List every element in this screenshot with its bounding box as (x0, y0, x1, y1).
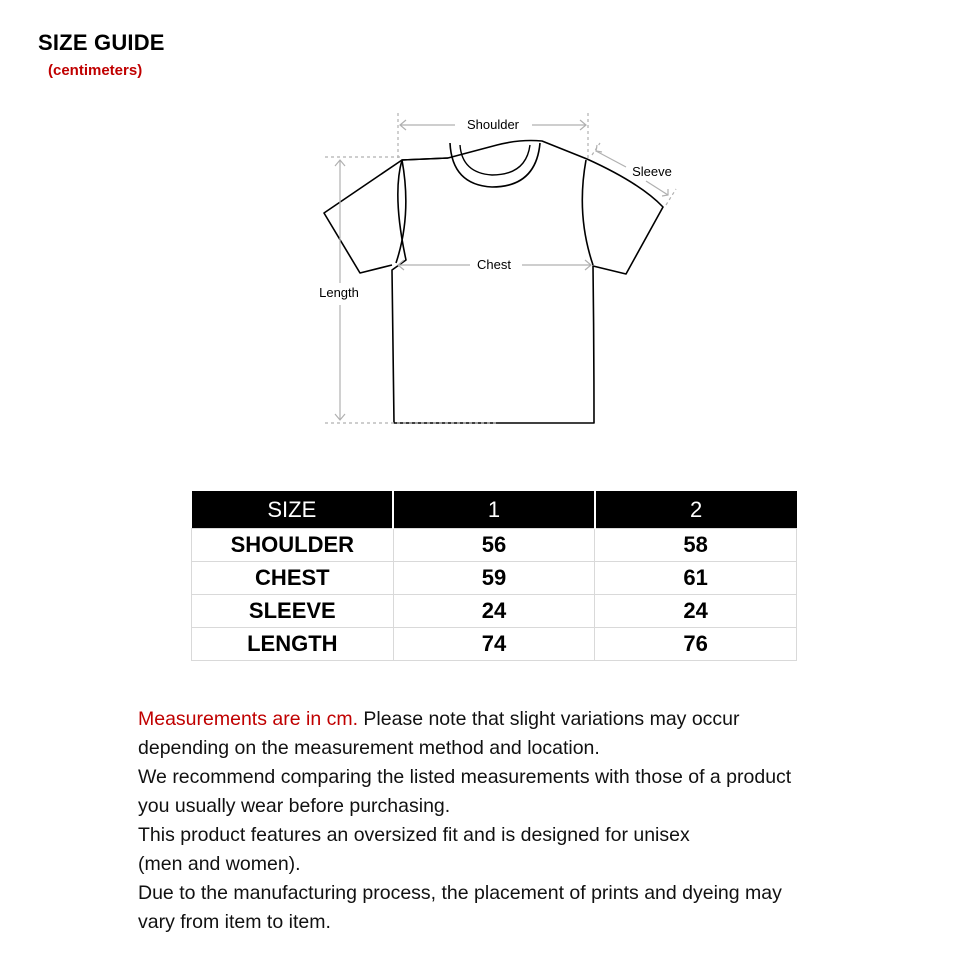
cell-value: 74 (393, 628, 595, 661)
collar-outer (450, 143, 540, 187)
cell-value: 56 (393, 529, 595, 562)
cell-value: 58 (595, 529, 797, 562)
note-text: Please note that slight variations may occur (358, 708, 740, 730)
cell-value: 24 (595, 595, 797, 628)
note-highlight: Measurements are in cm. (138, 708, 358, 730)
chest-label: Chest (477, 257, 511, 272)
tshirt-outline (392, 141, 663, 424)
cell-value: 59 (393, 562, 595, 595)
row-label: LENGTH (192, 628, 394, 661)
table-row (192, 595, 797, 628)
left-armhole (396, 160, 406, 263)
note-line (138, 705, 918, 734)
right-armhole (582, 160, 593, 265)
length-label: Length (319, 285, 359, 300)
row-label: SHOULDER (192, 529, 394, 562)
row-label: SLEEVE (192, 595, 394, 628)
shoulder-label: Shoulder (466, 117, 520, 132)
table-row (192, 628, 797, 661)
note-line: vary from item to item. (138, 911, 331, 933)
cell-value: 24 (393, 595, 595, 628)
note-line: you usually wear before purchasing. (138, 795, 451, 817)
tshirt-diagram (300, 105, 700, 435)
note-line: We recommend comparing the listed measurements with those of a product (138, 766, 792, 788)
left-sleeve-outline (324, 158, 448, 273)
table-row (192, 529, 797, 562)
table-header-row (192, 491, 797, 529)
cell-value: 61 (595, 562, 797, 595)
tshirt-diagram-svg (300, 105, 700, 435)
unit-note: (centimeters) (48, 62, 143, 79)
note-line: depending on the measurement method and location. (138, 737, 600, 759)
note-line: Due to the manufacturing process, the placement of prints and dyeing may (138, 882, 782, 904)
collar-inner (460, 145, 530, 175)
table-header-size: SIZE (192, 491, 394, 529)
measurement-notes (138, 705, 918, 937)
cell-value: 76 (595, 628, 797, 661)
table-row (192, 562, 797, 595)
note-line: (men and women). (138, 853, 301, 875)
table-header-size-2: 2 (595, 491, 797, 529)
table-header-size-1: 1 (393, 491, 595, 529)
sleeve-label: Sleeve (632, 164, 672, 179)
row-label: CHEST (192, 562, 394, 595)
note-line: This product features an oversized fit and is designed for unisex (138, 824, 690, 846)
size-table (191, 491, 797, 661)
page-title: SIZE GUIDE (38, 30, 165, 55)
